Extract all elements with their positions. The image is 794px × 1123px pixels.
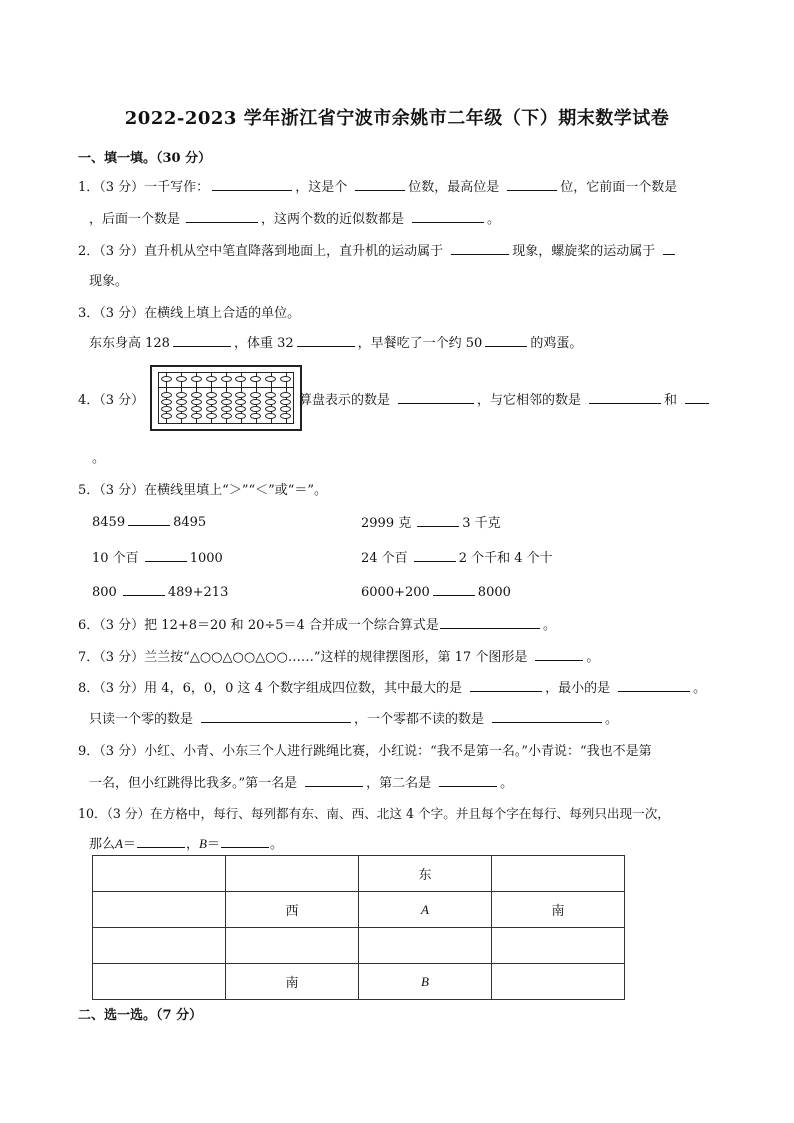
grid-cell bbox=[492, 856, 625, 892]
q4-blank-3[interactable] bbox=[685, 390, 709, 404]
q1-blank-1[interactable] bbox=[212, 177, 292, 191]
grid-cell bbox=[226, 928, 359, 964]
q4-text-c: ，与它相邻的数是 bbox=[477, 393, 582, 408]
abacus-bead bbox=[176, 399, 187, 405]
abacus-bead bbox=[191, 399, 202, 405]
question-9-line-2 bbox=[89, 772, 513, 791]
q5-item-3-left: 10 个百 bbox=[92, 551, 139, 566]
abacus-bead bbox=[161, 399, 172, 405]
q1-text-d: 位，它前面一个数是 bbox=[560, 180, 678, 195]
q1-text-b: ，这是个 bbox=[295, 180, 348, 195]
question-6 bbox=[78, 614, 556, 633]
q3-text-d: ，早餐吃了一个约 50 bbox=[357, 336, 483, 351]
q8-text-b: ，最小的是 bbox=[545, 681, 611, 696]
q4-text-d: 和 bbox=[664, 393, 678, 408]
q3-text-a: 3．（3 分）在横线上填上合适的单位。 bbox=[78, 306, 301, 321]
abacus-bead bbox=[265, 376, 276, 382]
q5-blank-3[interactable] bbox=[145, 548, 187, 562]
grid-cell bbox=[492, 928, 625, 964]
q10-blank-a[interactable] bbox=[137, 834, 185, 848]
grid-cell: A bbox=[359, 892, 492, 928]
abacus-bead bbox=[221, 406, 232, 412]
grid-cell bbox=[492, 964, 625, 1000]
q9-text-d: 。 bbox=[500, 776, 514, 791]
q5-item-5 bbox=[92, 582, 228, 600]
q1-text-a: 1．（3 分）一千写作： bbox=[78, 180, 210, 195]
abacus-bead bbox=[161, 413, 172, 419]
abacus-bead bbox=[221, 399, 232, 405]
q8-blank-3[interactable] bbox=[201, 709, 351, 723]
page-title: 2022-2023 学年浙江省宁波市余姚市二年级（下）期末数学试卷 bbox=[124, 108, 670, 129]
q8-text-a: 8．（3 分）用 4，6，0，0 这 4 个数字组成四位数，其中最大的是 bbox=[78, 681, 463, 696]
q2-text-a: 2．（3 分）直升机从空中笔直降落到地面上，直升机的运动属于 bbox=[78, 244, 444, 259]
q1-text-c: 位数，最高位是 bbox=[408, 180, 500, 195]
q5-item-2-right: 3 千克 bbox=[462, 516, 501, 531]
q7-text-a: 7．（3 分）兰兰按“△○○△○○△○○……”这样的规律摆图形，第 17 个图形是 bbox=[78, 650, 528, 665]
abacus-bead bbox=[176, 413, 187, 419]
q10-text-b: 那么 bbox=[89, 837, 116, 852]
q2-blank-1[interactable] bbox=[451, 241, 509, 255]
abacus-bead bbox=[235, 392, 246, 398]
abacus-bead bbox=[265, 399, 276, 405]
q5-blank-1[interactable] bbox=[128, 512, 170, 526]
q4-text-b: 算盘表示的数是 bbox=[299, 393, 391, 408]
q5-item-2 bbox=[361, 512, 501, 531]
question-4-line-1 bbox=[299, 389, 712, 408]
q10-grid-table bbox=[92, 855, 625, 1000]
grid-row bbox=[93, 892, 625, 928]
question-2-line-1 bbox=[78, 240, 678, 259]
q3-text-c: ，体重 32 bbox=[233, 336, 294, 351]
q5-blank-6[interactable] bbox=[433, 582, 475, 596]
q5-item-6 bbox=[361, 582, 511, 600]
abacus-bead bbox=[235, 399, 246, 405]
q10-blank-b[interactable] bbox=[221, 834, 269, 848]
q5-item-4-left: 24 个百 bbox=[361, 551, 408, 566]
abacus-bead bbox=[191, 413, 202, 419]
grid-cell: 南 bbox=[226, 964, 359, 1000]
abacus-bead bbox=[250, 406, 261, 412]
q6-text-a: 6．（3 分）把 12+8＝20 和 20÷5＝4 合并成一个综合算式是 bbox=[78, 618, 439, 633]
q9-text-b: 一名，但小红跳得比我多。”第一名是 bbox=[89, 776, 298, 791]
q10-var-b: B bbox=[199, 836, 207, 851]
abacus-bead bbox=[265, 413, 276, 419]
q8-blank-2[interactable] bbox=[618, 678, 690, 692]
question-1-line-2 bbox=[89, 208, 500, 227]
q7-blank-1[interactable] bbox=[535, 647, 583, 661]
grid-row bbox=[93, 928, 625, 964]
grid-cell: 西 bbox=[226, 892, 359, 928]
abacus-bead bbox=[206, 376, 217, 382]
abacus-bead bbox=[265, 392, 276, 398]
abacus-bead bbox=[206, 399, 217, 405]
section-two-heading: 二、选一选。（7 分） bbox=[78, 1008, 203, 1023]
q1-text-g: 。 bbox=[487, 212, 501, 227]
question-8-line-1 bbox=[78, 677, 706, 696]
q3-blank-1[interactable] bbox=[173, 333, 231, 347]
abacus-bead bbox=[280, 413, 291, 419]
q9-blank-2[interactable] bbox=[439, 773, 497, 787]
q5-item-5-left: 800 bbox=[92, 585, 117, 600]
q6-text-b: 。 bbox=[542, 618, 556, 633]
abacus-bead bbox=[176, 392, 187, 398]
q5-item-6-left: 6000+200 bbox=[361, 585, 430, 600]
q5-blank-2[interactable] bbox=[417, 513, 459, 527]
q10-end: 。 bbox=[269, 837, 283, 852]
section-one-heading: 一、填一填。（30 分） bbox=[78, 151, 212, 166]
question-10-line-2 bbox=[89, 833, 283, 852]
q5-text-a: 5．（3 分）在横线里填上“＞”“＜”或“＝”。 bbox=[78, 483, 328, 498]
abacus-bead bbox=[161, 392, 172, 398]
grid-cell bbox=[93, 964, 226, 1000]
abacus-bead bbox=[191, 406, 202, 412]
q5-item-1-right: 8495 bbox=[173, 515, 207, 530]
abacus-bead bbox=[250, 413, 261, 419]
q3-blank-3[interactable] bbox=[485, 333, 527, 347]
abacus-image bbox=[150, 365, 302, 431]
abacus-bead bbox=[235, 406, 246, 412]
q5-item-5-right: 489+213 bbox=[167, 585, 229, 600]
abacus-bead bbox=[235, 413, 246, 419]
abacus-bead bbox=[206, 392, 217, 398]
q1-blank-3[interactable] bbox=[507, 177, 557, 191]
q9-text-c: ，第二名是 bbox=[366, 776, 432, 791]
q5-item-1-left: 8459 bbox=[92, 515, 126, 530]
q8-blank-4[interactable] bbox=[492, 709, 602, 723]
q6-blank-1[interactable] bbox=[440, 615, 540, 629]
abacus-bead bbox=[250, 376, 261, 382]
q3-text-b: 东东身高 128 bbox=[89, 336, 170, 351]
abacus-bead bbox=[280, 399, 291, 405]
q5-item-4 bbox=[361, 547, 553, 566]
grid-cell: 东 bbox=[359, 856, 492, 892]
q8-text-f: 。 bbox=[605, 712, 619, 727]
q5-blank-4[interactable] bbox=[414, 548, 456, 562]
q4-blank-2[interactable] bbox=[589, 390, 661, 404]
grid-cell bbox=[93, 928, 226, 964]
q3-blank-2[interactable] bbox=[297, 333, 355, 347]
q9-text-a: 9．（3 分）小红、小青、小东三个人进行跳绳比赛，小红说：“我不是第一名。”小青说：“我也不是第 bbox=[78, 744, 652, 759]
q5-item-1 bbox=[92, 512, 206, 530]
q5-blank-5[interactable] bbox=[123, 582, 165, 596]
abacus-bead bbox=[250, 392, 261, 398]
grid-cell bbox=[359, 928, 492, 964]
question-3-line-2 bbox=[89, 332, 582, 351]
abacus-bead bbox=[265, 406, 276, 412]
q8-text-e: ，一个零都不读的数是 bbox=[354, 712, 485, 727]
q4-blank-1[interactable] bbox=[398, 390, 474, 404]
q8-text-c: 。 bbox=[693, 681, 707, 696]
abacus-bead bbox=[161, 406, 172, 412]
grid-row bbox=[93, 964, 625, 1000]
q7-text-b: 。 bbox=[586, 650, 600, 665]
abacus-bead bbox=[235, 376, 246, 382]
q10-eq-b: ＝ bbox=[206, 837, 220, 852]
q10-sep: ， bbox=[185, 837, 199, 852]
abacus-bead bbox=[221, 376, 232, 382]
abacus-bead bbox=[206, 413, 217, 419]
abacus-bead bbox=[176, 406, 187, 412]
q3-text-e: 的鸡蛋。 bbox=[530, 336, 583, 351]
q1-blank-4[interactable] bbox=[186, 209, 258, 223]
abacus-bead bbox=[221, 413, 232, 419]
q1-blank-2[interactable] bbox=[355, 177, 405, 191]
q10-text-a: 10．（3 分）在方格中，每行、每列都有东、南、西、北这 4 个字。并且每个字在每行、每列只出现一次， bbox=[78, 806, 670, 821]
q2-text-b: 现象，螺旋桨的运动属于 bbox=[512, 244, 656, 259]
q10-eq-a: ＝ bbox=[122, 837, 136, 852]
q1-blank-5[interactable] bbox=[412, 209, 484, 223]
q1-text-f: ，这两个数的近似数都是 bbox=[261, 212, 405, 227]
q10-var-a: A bbox=[115, 836, 123, 851]
grid-cell bbox=[93, 892, 226, 928]
q5-item-2-left: 2999 克 bbox=[361, 516, 412, 531]
q8-blank-1[interactable] bbox=[470, 678, 542, 692]
abacus-bead bbox=[206, 406, 217, 412]
grid-cell bbox=[226, 856, 359, 892]
grid-cell: 南 bbox=[492, 892, 625, 928]
question-1-line-1 bbox=[78, 176, 677, 195]
q5-item-3 bbox=[92, 547, 223, 566]
q9-blank-1[interactable] bbox=[305, 773, 363, 787]
abacus-bead bbox=[250, 399, 261, 405]
abacus-bead bbox=[280, 406, 291, 412]
grid-cell bbox=[93, 856, 226, 892]
abacus-bead bbox=[280, 376, 291, 382]
abacus-bead bbox=[280, 392, 291, 398]
grid-row bbox=[93, 856, 625, 892]
q5-item-6-right: 8000 bbox=[477, 585, 511, 600]
q2-blank-2[interactable] bbox=[663, 241, 675, 255]
abacus-bead bbox=[191, 376, 202, 382]
q4-text-a: 4．（3 分） bbox=[78, 393, 145, 408]
q5-item-3-right: 1000 bbox=[189, 551, 223, 566]
q5-item-4-right: 2 个千和 4 个十 bbox=[458, 551, 553, 566]
abacus-bead bbox=[176, 376, 187, 382]
question-8-line-2 bbox=[89, 708, 618, 727]
q1-text-e: ，后面一个数是 bbox=[89, 212, 181, 227]
question-7 bbox=[78, 646, 599, 665]
q4-text-e: 。 bbox=[92, 451, 106, 466]
abacus-bead bbox=[221, 392, 232, 398]
abacus-bead bbox=[161, 376, 172, 382]
abacus-bead bbox=[191, 392, 202, 398]
grid-cell: B bbox=[359, 964, 492, 1000]
q2-text-c: 现象。 bbox=[89, 274, 129, 289]
q8-text-d: 只读一个零的数是 bbox=[89, 712, 194, 727]
